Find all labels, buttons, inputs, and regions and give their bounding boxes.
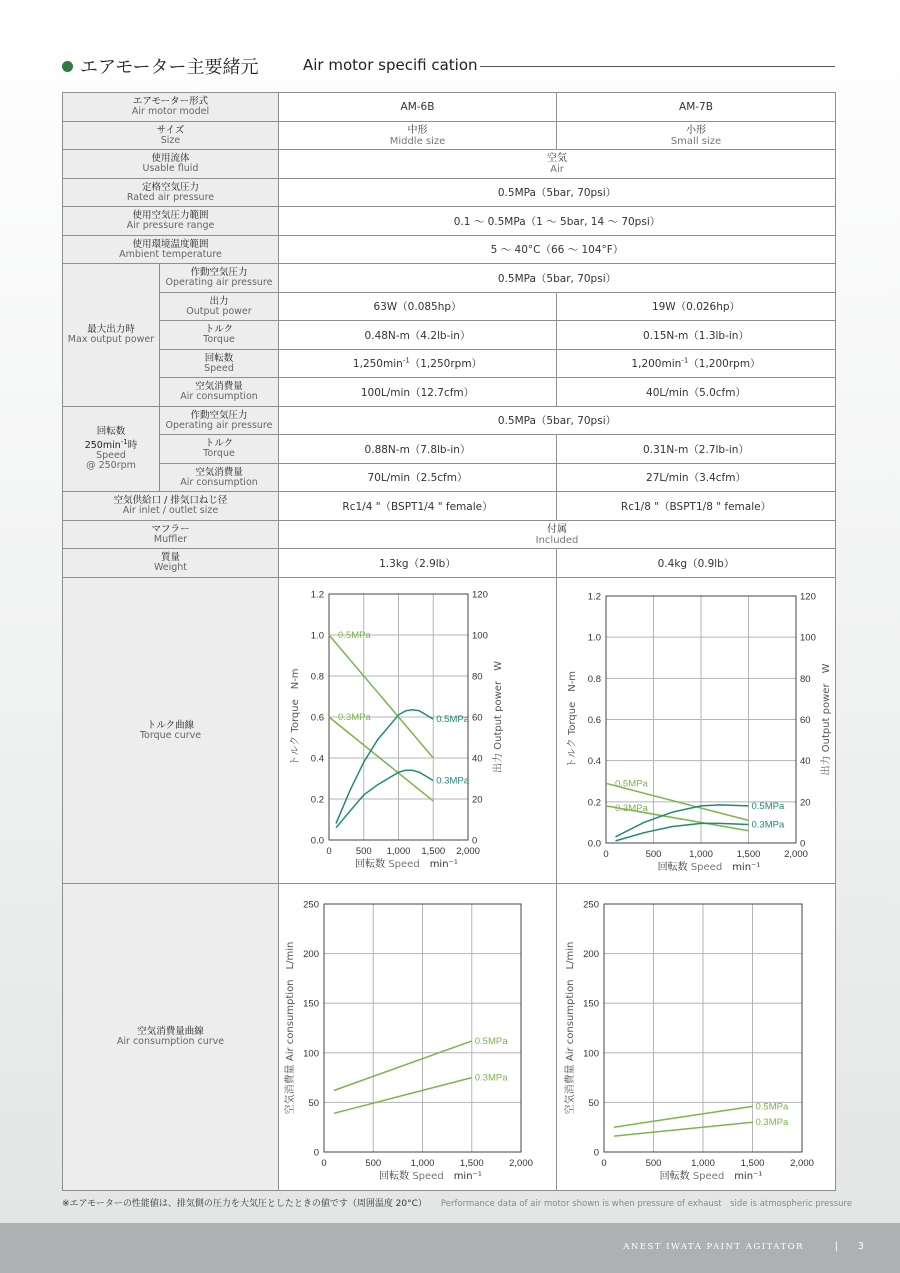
value-temperature: 5 ～ 40°C（66 ～ 104°F） bbox=[279, 236, 836, 264]
value-pressure-range: 0.1 ～ 0.5MPa（1 ～ 5bar, 14 ～ 70psi） bbox=[279, 207, 836, 236]
series-label-3: 0.3MPa bbox=[751, 819, 785, 831]
bullet-icon bbox=[62, 61, 73, 72]
title-en: Air motor specifi cation bbox=[303, 56, 478, 74]
value-max-speed-am7b: $1,200\min^{-1}(1,200rpm)$ bbox=[557, 350, 836, 378]
torque-chart-am6b bbox=[279, 578, 557, 884]
label-fluid: 使用流体 Usable fluid bbox=[63, 150, 279, 179]
row-muffler bbox=[63, 521, 836, 549]
label-output-power: 出力 Output power bbox=[160, 293, 279, 321]
air-chart-am6b-svg bbox=[279, 884, 557, 1190]
y-tick-label: 0.2 bbox=[587, 797, 601, 809]
value-250-air-am6b: 70L/min（2.5cfm） bbox=[279, 464, 557, 492]
x-tick-label: 1,000 bbox=[689, 849, 713, 860]
y-tick-label: 100 bbox=[583, 1048, 599, 1060]
x-tick-label: 1,500 bbox=[421, 846, 446, 857]
y2-tick-label: 100 bbox=[800, 632, 816, 644]
label-250-air: 空気消費量 Air consumption bbox=[160, 464, 279, 492]
label-max-output: 最大出力時 Max output power bbox=[63, 264, 160, 407]
series-label-0: 0.5MPa bbox=[338, 630, 371, 641]
value-muffler: 付属 Included bbox=[279, 521, 836, 549]
footer-band bbox=[0, 1223, 900, 1273]
y2-tick-label: 60 bbox=[472, 712, 483, 724]
x-tick-label: 1,000 bbox=[691, 1158, 715, 1169]
label-max-operating-pressure: 作動空気圧力 Operating air pressure bbox=[160, 264, 279, 293]
label-pressure-range: 使用空気圧力範囲 Air pressure range bbox=[63, 207, 279, 236]
x-tick-label: 500 bbox=[365, 1158, 382, 1169]
row-temperature bbox=[63, 236, 836, 264]
y-tick-label: 1.2 bbox=[587, 591, 601, 603]
y-tick-label: 200 bbox=[583, 949, 599, 961]
x-tick-label: 0 bbox=[603, 849, 609, 860]
row-250-air bbox=[63, 464, 836, 492]
value-250-operating-pressure: 0.5MPa（5bar, 70psi） bbox=[279, 407, 836, 435]
row-max-output bbox=[63, 293, 836, 321]
x-tick-label: 2,000 bbox=[509, 1158, 533, 1169]
spec-table bbox=[62, 92, 836, 1191]
y-tick-label: 150 bbox=[303, 998, 319, 1010]
label-temperature: 使用環境温度範囲 Ambient temperature bbox=[63, 236, 279, 264]
label-inlet: 空気供給口 / 排気口ねじ径 Air inlet / outlet size bbox=[63, 492, 279, 521]
label-weight: 質量 Weight bbox=[63, 549, 279, 578]
label-max-torque: トルク Torque bbox=[160, 321, 279, 350]
series-label-1: 0.3MPa bbox=[755, 1117, 789, 1129]
title-jp: エアモーター主要緒元 bbox=[80, 57, 259, 78]
y-tick-label: 0.4 bbox=[310, 753, 324, 765]
y-tick-label: 0.2 bbox=[310, 794, 324, 806]
row-pressure-range bbox=[63, 207, 836, 236]
y-tick-label: 0 bbox=[313, 1147, 319, 1159]
value-size-am7b: 小形 Small size bbox=[557, 122, 836, 150]
y-tick-label: 0 bbox=[593, 1147, 599, 1159]
value-size-am6b: 中形 Middle size bbox=[279, 122, 557, 150]
row-max-air bbox=[63, 378, 836, 407]
x-tick-label: 2,000 bbox=[784, 849, 808, 860]
label-at-250rpm: 回転数 $250\min^{-1}$時 Speed @ 250rpm bbox=[63, 407, 160, 492]
section-header bbox=[62, 52, 837, 82]
torque-chart-am7b bbox=[557, 578, 836, 884]
label-air-curve: 空気消費量曲線 Air consumption curve bbox=[63, 884, 279, 1191]
x-axis-label: 回転数 Speed min⁻¹ bbox=[659, 1171, 763, 1182]
series-label-0: 0.5MPa bbox=[474, 1035, 508, 1047]
x-tick-label: 1,500 bbox=[740, 1158, 765, 1169]
y-tick-label: 0.6 bbox=[310, 712, 324, 724]
row-250-operating-pressure bbox=[63, 407, 836, 435]
label-torque-curve: トルク曲線 Torque curve bbox=[63, 578, 279, 884]
y-axis-label-right: 出力 Output power W bbox=[821, 663, 832, 776]
air-chart-am7b bbox=[557, 884, 836, 1191]
row-fluid bbox=[63, 150, 836, 179]
x-axis-label: 回転数 Speed min⁻¹ bbox=[379, 1171, 482, 1182]
label-rated-pressure: 定格空気圧力 Rated air pressure bbox=[63, 179, 279, 207]
y-tick-label: 0.8 bbox=[587, 673, 601, 685]
value-max-operating-pressure: 0.5MPa（5bar, 70psi） bbox=[279, 264, 836, 293]
y-tick-label: 0.0 bbox=[310, 835, 324, 847]
x-tick-label: 2,000 bbox=[456, 846, 480, 857]
value-inlet-am6b: Rc1/4 "（BSPT1/4 " female） bbox=[279, 492, 557, 521]
y-tick-label: 1.0 bbox=[587, 632, 601, 644]
x-axis-label: 回転数 Speed min⁻¹ bbox=[657, 862, 761, 873]
x-tick-label: 0 bbox=[326, 846, 332, 857]
y2-tick-label: 100 bbox=[472, 630, 488, 642]
y-tick-label: 50 bbox=[588, 1097, 599, 1109]
value-max-speed-am6b: $1,250\min^{-1}(1,250rpm)$ bbox=[279, 350, 557, 378]
y2-tick-label: 120 bbox=[800, 591, 816, 603]
label-size: サイズ Size bbox=[63, 122, 279, 150]
y2-tick-label: 0 bbox=[472, 835, 478, 847]
series-label-1: 0.3MPa bbox=[338, 712, 371, 723]
y-tick-label: 0.8 bbox=[310, 671, 324, 683]
series-line-1 bbox=[329, 717, 433, 801]
y2-tick-label: 80 bbox=[472, 671, 483, 683]
series-label-0: 0.5MPa bbox=[755, 1101, 789, 1113]
value-max-torque-am6b: 0.48N-m（4.2lb-in） bbox=[279, 321, 557, 350]
row-250-torque bbox=[63, 435, 836, 464]
y2-tick-label: 80 bbox=[800, 673, 811, 685]
row-air-curve bbox=[63, 884, 836, 1191]
y-tick-label: 100 bbox=[303, 1048, 319, 1060]
y-tick-label: 1.0 bbox=[310, 630, 324, 642]
y-tick-label: 250 bbox=[583, 899, 599, 911]
y-axis-label-left: トルク Torque N-m bbox=[290, 668, 301, 766]
footnote-jp: ※エアモーターの性能値は、排気側の圧力を大気圧としたときの値です（周囲温度 20°C） bbox=[62, 1199, 427, 1209]
row-rated-pressure bbox=[63, 179, 836, 207]
row-size bbox=[63, 122, 836, 150]
value-rated-pressure: 0.5MPa（5bar, 70psi） bbox=[279, 179, 836, 207]
y-axis-label-right: 出力 Output power W bbox=[493, 661, 504, 773]
y2-tick-label: 120 bbox=[472, 589, 488, 601]
series-label-0: 0.5MPa bbox=[615, 778, 648, 790]
y-tick-label: 0.4 bbox=[587, 756, 601, 768]
x-tick-label: 500 bbox=[645, 1158, 662, 1169]
y-tick-label: 0.0 bbox=[587, 838, 601, 850]
page-number: 3 bbox=[857, 1241, 864, 1252]
series-label-1: 0.3MPa bbox=[474, 1072, 508, 1084]
value-weight-am6b: 1.3kg（2.9lb） bbox=[279, 549, 557, 578]
y-tick-label: 150 bbox=[583, 998, 599, 1010]
value-250-torque-am6b: 0.88N-m（7.8lb-in） bbox=[279, 435, 557, 464]
series-label-2: 0.5MPa bbox=[751, 800, 785, 812]
row-max-speed bbox=[63, 350, 836, 378]
series-label-2: 0.5MPa bbox=[436, 714, 469, 726]
label-muffler: マフラー Muffler bbox=[63, 521, 279, 549]
row-weight bbox=[63, 549, 836, 578]
x-tick-label: 2,000 bbox=[790, 1158, 814, 1169]
y-axis-label-left: トルク Torque N-m bbox=[567, 670, 578, 769]
y-axis-label-left: 空気消費量 Air consumption L/min bbox=[285, 941, 296, 1115]
header-rule bbox=[480, 66, 835, 67]
y2-tick-label: 40 bbox=[800, 756, 811, 768]
value-weight-am7b: 0.4kg（0.9lb） bbox=[557, 549, 836, 578]
value-inlet-am7b: Rc1/8 "（BSPT1/8 " female） bbox=[557, 492, 836, 521]
value-fluid: 空気 Air bbox=[279, 150, 836, 179]
y2-tick-label: 60 bbox=[800, 715, 811, 726]
row-max-torque bbox=[63, 321, 836, 350]
x-tick-label: 500 bbox=[355, 846, 372, 857]
x-tick-label: 1,000 bbox=[386, 846, 411, 857]
y-tick-label: 0.6 bbox=[587, 715, 601, 726]
label-max-speed: 回転数 Speed bbox=[160, 350, 279, 378]
x-tick-label: 500 bbox=[645, 849, 662, 860]
y-tick-label: 1.2 bbox=[310, 589, 324, 601]
x-axis-label: 回転数 Speed min⁻¹ bbox=[355, 859, 458, 870]
air-chart-am7b-svg bbox=[557, 884, 836, 1190]
footer-separator: | bbox=[834, 1241, 838, 1252]
x-tick-label: 1,000 bbox=[410, 1158, 435, 1169]
value-max-air-am7b: 40L/min（5.0cfm） bbox=[557, 378, 836, 407]
value-output-am7b: 19W（0.026hp） bbox=[557, 293, 836, 321]
row-model bbox=[63, 93, 836, 122]
y-axis-label-left: 空気消費量 Air consumption L/min bbox=[565, 941, 576, 1115]
x-tick-label: 1,500 bbox=[459, 1158, 484, 1169]
footnote-en: Performance data of air motor shown is when pressure of exhaust side is atmospheric pressure bbox=[440, 1199, 853, 1209]
series-line-0 bbox=[329, 635, 433, 758]
value-output-am6b: 63W（0.085hp） bbox=[279, 293, 557, 321]
y2-tick-label: 0 bbox=[800, 838, 806, 850]
row-max-operating-pressure bbox=[63, 264, 836, 293]
footnote bbox=[62, 1196, 862, 1209]
torque-chart-am7b-svg bbox=[557, 578, 836, 883]
value-max-air-am6b: 100L/min（12.7cfm） bbox=[279, 378, 557, 407]
label-max-air: 空気消費量 Air consumption bbox=[160, 378, 279, 407]
row-torque-curve bbox=[63, 578, 836, 884]
x-tick-label: 0 bbox=[601, 1158, 607, 1169]
x-tick-label: 0 bbox=[321, 1158, 327, 1169]
y-tick-label: 50 bbox=[308, 1097, 319, 1109]
torque-chart-am6b-svg bbox=[279, 578, 557, 883]
label-250-operating-pressure: 作動空気圧力 Operating air pressure bbox=[160, 407, 279, 435]
value-250-air-am7b: 27L/min（3.4cfm） bbox=[557, 464, 836, 492]
value-model-am7b: AM-7B bbox=[557, 93, 836, 122]
y-tick-label: 250 bbox=[303, 899, 319, 911]
y2-tick-label: 40 bbox=[472, 753, 483, 765]
footer-brand: ANEST IWATA PAINT AGITATOR bbox=[623, 1242, 804, 1252]
row-inlet bbox=[63, 492, 836, 521]
y2-tick-label: 20 bbox=[800, 797, 811, 809]
y-tick-label: 200 bbox=[303, 949, 319, 961]
air-chart-am6b bbox=[279, 884, 557, 1191]
series-label-1: 0.3MPa bbox=[615, 802, 648, 814]
label-model: エアモーター形式 Air motor model bbox=[63, 93, 279, 122]
x-tick-label: 1,500 bbox=[736, 849, 761, 860]
value-max-torque-am7b: 0.15N-m（1.3lb-in） bbox=[557, 321, 836, 350]
series-label-3: 0.3MPa bbox=[436, 775, 469, 787]
value-model-am6b: AM-6B bbox=[279, 93, 557, 122]
value-250-torque-am7b: 0.31N-m（2.7lb-in） bbox=[557, 435, 836, 464]
y2-tick-label: 20 bbox=[472, 794, 483, 806]
label-250-torque: トルク Torque bbox=[160, 435, 279, 464]
series-line-2 bbox=[336, 710, 433, 824]
